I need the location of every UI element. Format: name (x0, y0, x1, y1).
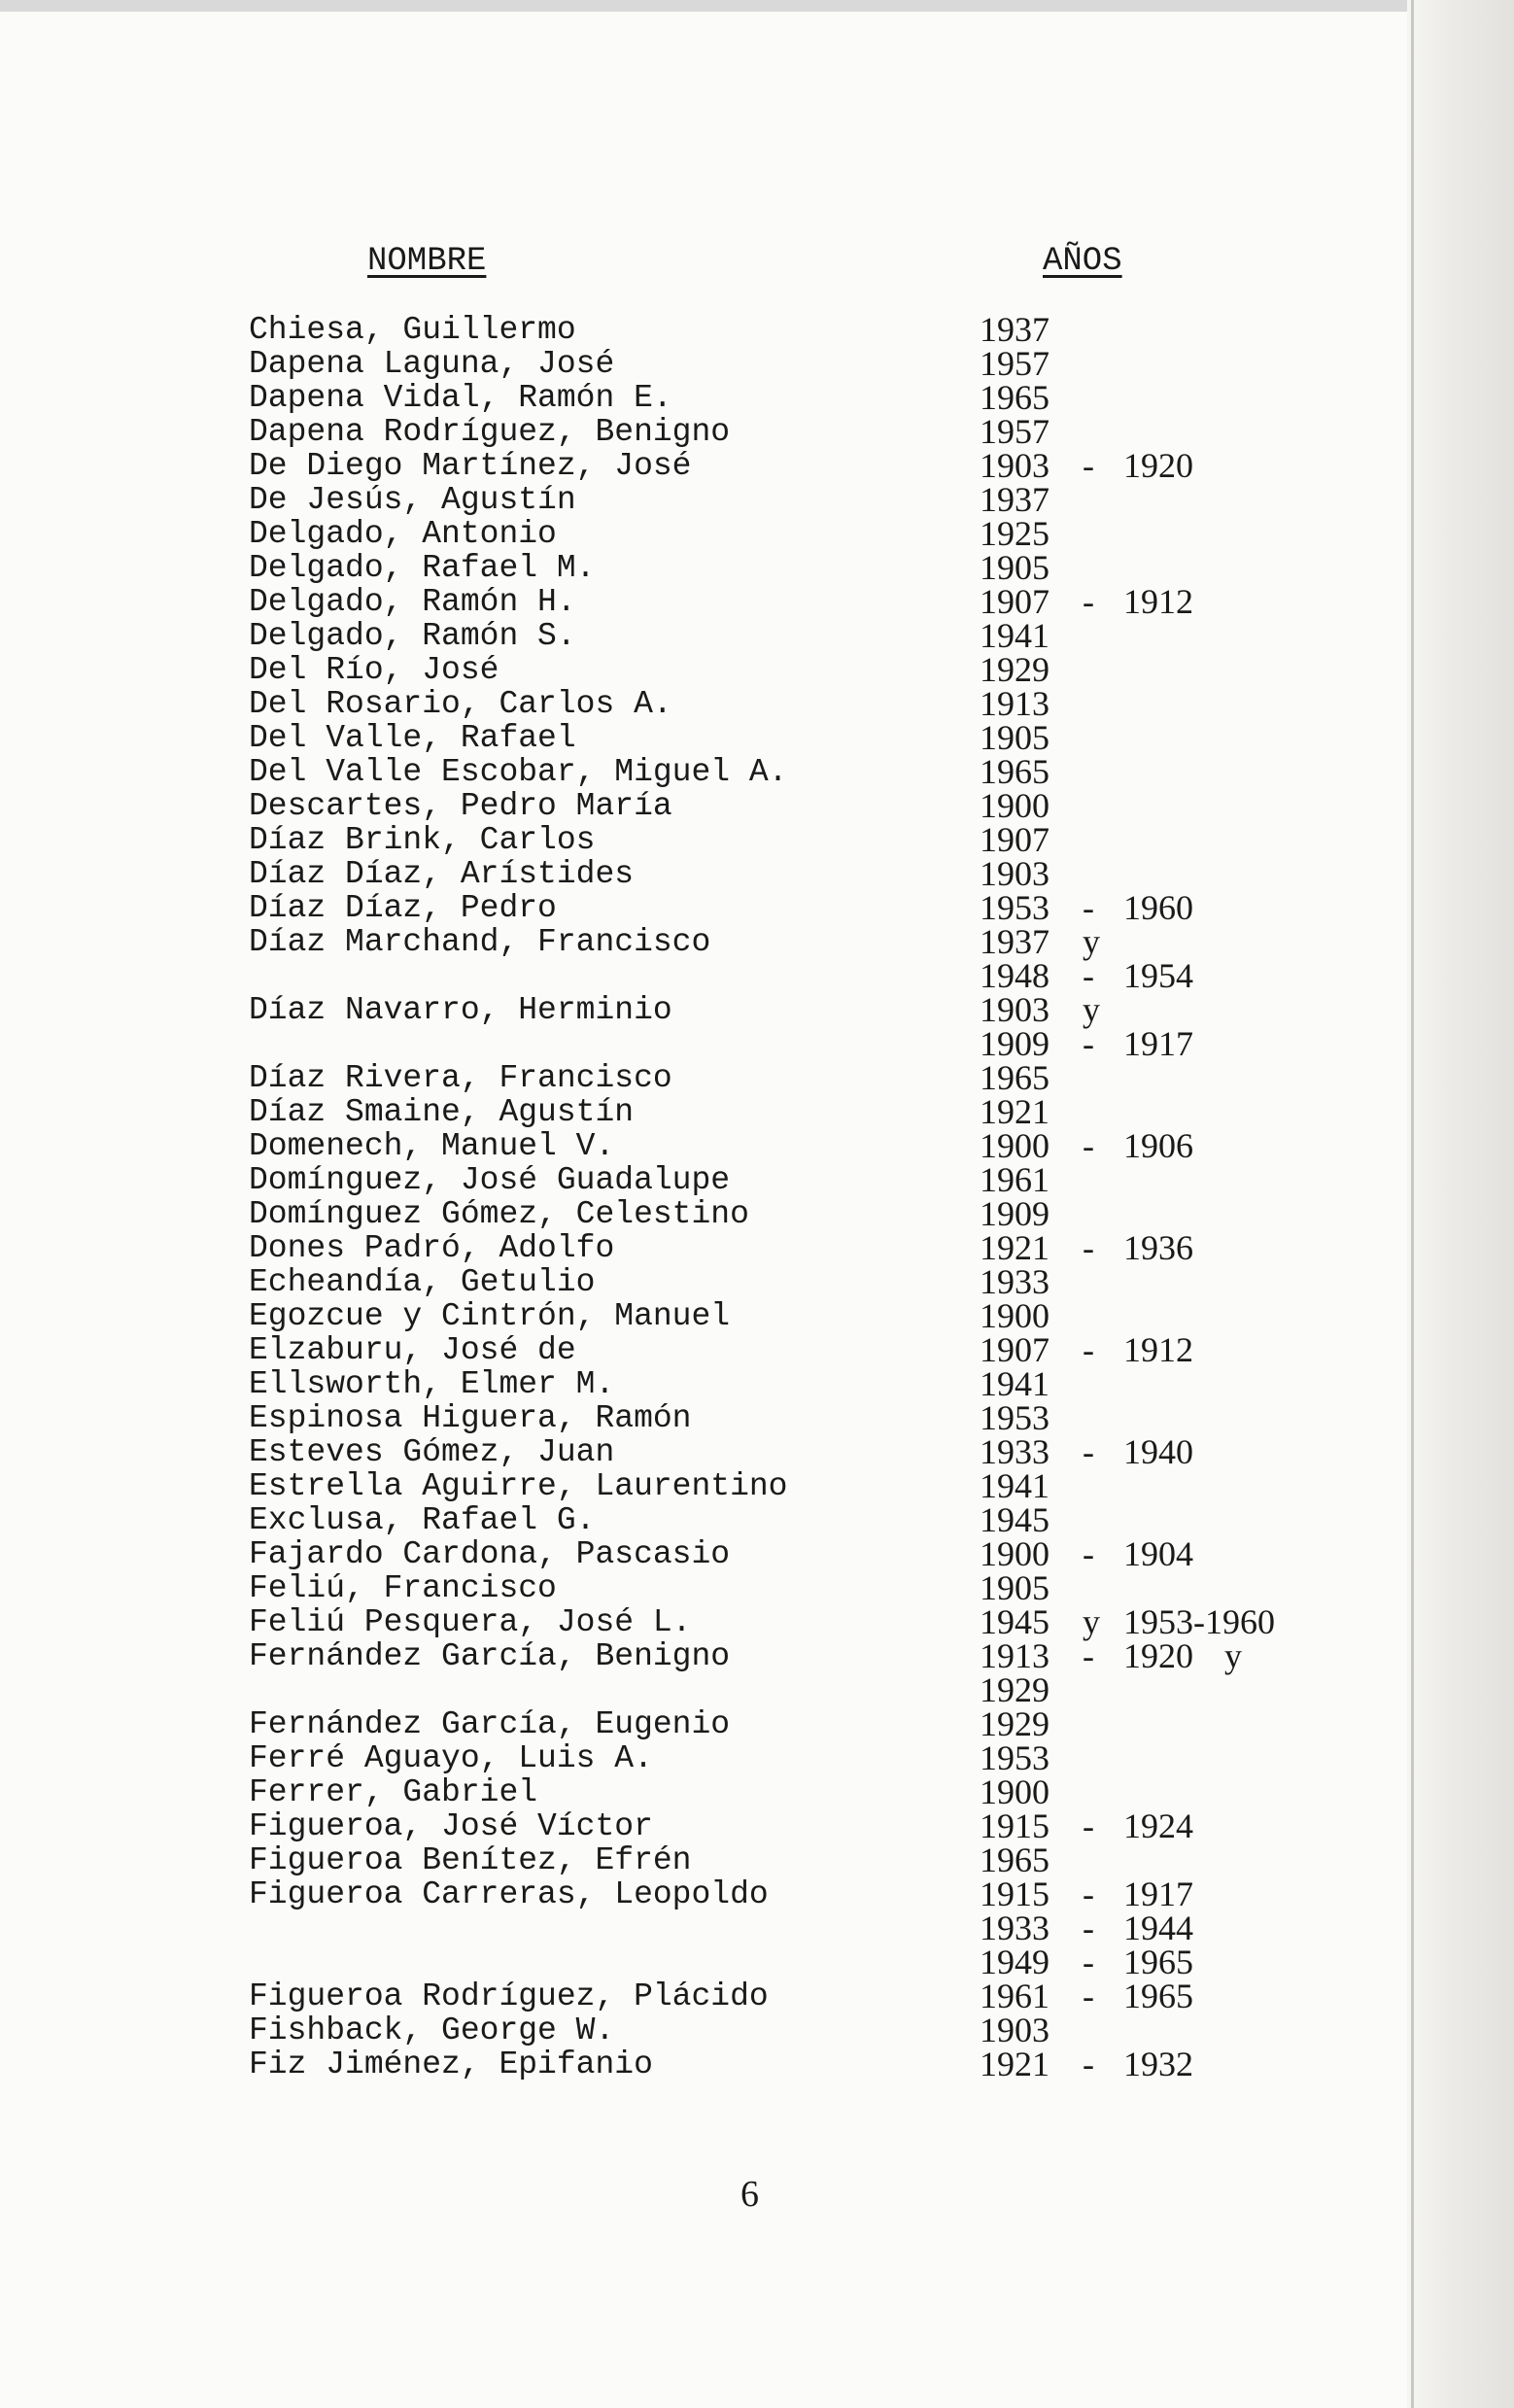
row-name: Dapena Laguna, José (249, 346, 615, 382)
row-name: Exclusa, Rafael G. (249, 1502, 596, 1538)
row-separator: - (1083, 446, 1094, 485)
row-name: De Jesús, Agustín (249, 482, 576, 518)
row-separator: - (1083, 1875, 1094, 1913)
row-year-start: 1929 (980, 650, 1049, 689)
row-year-start: 1961 (980, 1977, 1049, 2015)
row-separator: - (1083, 1943, 1094, 1981)
list-item (0, 1092, 1360, 1131)
list-item (0, 922, 1360, 961)
row-name: Domínguez Gómez, Celestino (249, 1196, 749, 1232)
scan-page-edge (1411, 0, 1414, 2408)
row-name: Delgado, Rafael M. (249, 550, 596, 586)
list-item (0, 446, 1360, 485)
list-item (0, 2047, 1360, 2081)
row-separator: y (1083, 922, 1100, 961)
row-year-start: 1921 (980, 2045, 1049, 2083)
scan-right-shadow (1407, 0, 1514, 2408)
list-item (0, 1877, 1360, 1911)
row-name: Fishback, George W. (249, 2012, 615, 2048)
row-year-start: 1900 (980, 1534, 1049, 1573)
list-item (0, 956, 1360, 995)
row-name: Espinosa Higuera, Ramón (249, 1400, 692, 1436)
list-item (0, 1500, 1360, 1539)
list-item (0, 1704, 1360, 1743)
list-item (0, 548, 1360, 587)
row-year-start: 1907 (980, 582, 1049, 621)
list-item (0, 888, 1360, 927)
list-item (0, 1772, 1360, 1811)
row-year-start: 1965 (980, 378, 1049, 417)
row-name: Fernández García, Benigno (249, 1638, 731, 1674)
page-number: 6 (740, 2174, 759, 2215)
row-year-start: 1945 (980, 1602, 1049, 1641)
row-year-start: 1953 (980, 1398, 1049, 1437)
row-name: Feliú Pesquera, José L. (249, 1604, 692, 1640)
row-separator: - (1083, 1126, 1094, 1165)
list-item (0, 1296, 1360, 1335)
list-item (0, 1738, 1360, 1777)
row-year-end: 1912 (1123, 1330, 1193, 1369)
row-year-end: 1904 (1123, 1534, 1193, 1573)
row-name: Egozcue y Cintrón, Manuel (249, 1298, 731, 1334)
row-year-start: 1957 (980, 344, 1049, 383)
row-name: Esteves Gómez, Juan (249, 1434, 615, 1470)
list-item (0, 616, 1360, 655)
row-separator: y (1083, 990, 1100, 1029)
list-item (0, 310, 1360, 349)
list-item (0, 1228, 1360, 1267)
list-item (0, 412, 1360, 451)
row-year-start: 1937 (980, 922, 1049, 961)
row-name: Del Río, José (249, 652, 499, 688)
row-name: Ellsworth, Elmer M. (249, 1366, 615, 1402)
row-year-end: 1944 (1123, 1909, 1193, 1947)
row-year-start: 1965 (980, 752, 1049, 791)
list-item (0, 378, 1360, 417)
row-year-start: 1933 (980, 1262, 1049, 1301)
row-name: Dapena Rodríguez, Benigno (249, 414, 731, 450)
list-item (0, 1945, 1360, 1979)
row-year-end: 1917 (1123, 1024, 1193, 1063)
row-year-end: 1953-1960 (1123, 1602, 1275, 1641)
row-year-end: 1917 (1123, 1875, 1193, 1913)
row-year-start: 1903 (980, 446, 1049, 485)
row-year-start: 1949 (980, 1943, 1049, 1981)
row-name: Díaz Rivera, Francisco (249, 1060, 672, 1096)
row-year-end: 1936 (1123, 1228, 1193, 1267)
row-name: De Diego Martínez, José (249, 448, 692, 484)
row-year-start: 1921 (980, 1228, 1049, 1267)
row-year-start: 1900 (980, 1772, 1049, 1811)
list-item (0, 1911, 1360, 1945)
row-year-start: 1905 (980, 718, 1049, 757)
row-name: Delgado, Antonio (249, 516, 557, 552)
row-name: Del Valle, Rafael (249, 720, 576, 756)
row-year-start: 1900 (980, 786, 1049, 825)
list-item (0, 1840, 1360, 1879)
row-year-start: 1933 (980, 1909, 1049, 1947)
row-year-start: 1941 (980, 1364, 1049, 1403)
row-year-start: 1921 (980, 1092, 1049, 1131)
row-name: Díaz Díaz, Pedro (249, 890, 557, 926)
row-name: Domenech, Manuel V. (249, 1128, 615, 1164)
row-year-start: 1965 (980, 1058, 1049, 1097)
list-item (0, 752, 1360, 791)
list-item (0, 1979, 1360, 2013)
row-year-start: 1948 (980, 956, 1049, 995)
row-name: Fernández García, Eugenio (249, 1706, 731, 1742)
list-item (0, 1262, 1360, 1301)
row-year-start: 1925 (980, 514, 1049, 553)
row-name: Díaz Díaz, Arístides (249, 856, 635, 892)
list-item (0, 2013, 1360, 2047)
row-year-start: 1907 (980, 1330, 1049, 1369)
row-year-start: 1965 (980, 1840, 1049, 1879)
row-separator: - (1083, 582, 1094, 621)
row-year-start: 1915 (980, 1806, 1049, 1845)
row-name: Díaz Smaine, Agustín (249, 1094, 635, 1130)
row-year-start: 1913 (980, 684, 1049, 723)
list-item (0, 1194, 1360, 1233)
list-item (0, 1398, 1360, 1437)
row-year-start: 1941 (980, 616, 1049, 655)
row-year-end: 1906 (1123, 1126, 1193, 1165)
row-year-start: 1941 (980, 1466, 1049, 1505)
row-name: Fajardo Cardona, Pascasio (249, 1536, 731, 1572)
list-item (0, 990, 1360, 1029)
list-item (0, 480, 1360, 519)
row-year-start: 1900 (980, 1296, 1049, 1335)
row-year-start: 1915 (980, 1875, 1049, 1913)
row-separator: - (1083, 1806, 1094, 1845)
row-year-end: 1920 (1123, 1636, 1193, 1675)
row-name: Figueroa Benítez, Efrén (249, 1842, 692, 1878)
row-separator: - (1083, 1228, 1094, 1267)
row-extra: y (1224, 1636, 1242, 1675)
row-year-end: 1940 (1123, 1432, 1193, 1471)
row-year-start: 1903 (980, 2011, 1049, 2049)
row-separator: - (1083, 1909, 1094, 1947)
row-name: Elzaburu, José de (249, 1332, 576, 1368)
list-item (0, 1636, 1360, 1675)
row-name: Delgado, Ramón H. (249, 584, 576, 620)
list-item (0, 1058, 1360, 1097)
row-separator: - (1083, 1977, 1094, 2015)
row-name: Figueroa Rodríguez, Plácido (249, 1978, 769, 2014)
list-item (0, 1126, 1360, 1165)
row-name: Figueroa Carreras, Leopoldo (249, 1876, 769, 1912)
list-item (0, 1330, 1360, 1369)
row-name: Echeandía, Getulio (249, 1264, 596, 1300)
row-year-end: 1920 (1123, 446, 1193, 485)
row-year-start: 1905 (980, 548, 1049, 587)
list-item (0, 1466, 1360, 1505)
list-item (0, 1602, 1360, 1641)
list-item (0, 718, 1360, 757)
list-item (0, 786, 1360, 825)
row-year-start: 1909 (980, 1024, 1049, 1063)
row-separator: - (1083, 888, 1094, 927)
row-year-start: 1953 (980, 888, 1049, 927)
row-year-end: 1960 (1123, 888, 1193, 927)
row-name: Del Valle Escobar, Miguel A. (249, 754, 788, 790)
row-separator: y (1083, 1602, 1100, 1641)
row-name: Dones Padró, Adolfo (249, 1230, 615, 1266)
list-item (0, 1364, 1360, 1403)
list-item (0, 1670, 1360, 1709)
list-item (0, 582, 1360, 621)
list-item (0, 344, 1360, 383)
row-year-end: 1912 (1123, 582, 1193, 621)
row-name: Del Rosario, Carlos A. (249, 686, 672, 722)
row-year-end: 1954 (1123, 956, 1193, 995)
row-separator: - (1083, 1432, 1094, 1471)
row-name: Ferré Aguayo, Luis A. (249, 1740, 653, 1776)
row-year-start: 1905 (980, 1568, 1049, 1607)
row-year-start: 1929 (980, 1670, 1049, 1709)
row-year-start: 1937 (980, 480, 1049, 519)
row-year-end: 1965 (1123, 1943, 1193, 1981)
row-year-start: 1945 (980, 1500, 1049, 1539)
row-separator: - (1083, 956, 1094, 995)
list-item (0, 820, 1360, 859)
row-name: Figueroa, José Víctor (249, 1808, 653, 1844)
row-year-start: 1900 (980, 1126, 1049, 1165)
row-year-start: 1953 (980, 1738, 1049, 1777)
row-name: Díaz Navarro, Herminio (249, 992, 672, 1028)
row-separator: - (1083, 2045, 1094, 2083)
list-item (0, 1024, 1360, 1063)
row-name: Feliú, Francisco (249, 1570, 557, 1606)
row-year-start: 1933 (980, 1432, 1049, 1471)
row-year-start: 1903 (980, 990, 1049, 1029)
row-name: Chiesa, Guillermo (249, 312, 576, 348)
list-item (0, 684, 1360, 723)
row-year-start: 1909 (980, 1194, 1049, 1233)
header-anos: AÑOS (1043, 243, 1122, 280)
row-year-end: 1924 (1123, 1806, 1193, 1845)
list-item (0, 854, 1360, 893)
row-separator: - (1083, 1330, 1094, 1369)
row-year-start: 1903 (980, 854, 1049, 893)
header-nombre: NOMBRE (367, 243, 487, 280)
list-item (0, 514, 1360, 553)
list-item (0, 1432, 1360, 1471)
list-item (0, 1806, 1360, 1845)
list-item (0, 650, 1360, 689)
row-name: Díaz Brink, Carlos (249, 822, 596, 858)
row-separator: - (1083, 1534, 1094, 1573)
row-name: Descartes, Pedro María (249, 788, 672, 824)
row-name: Estrella Aguirre, Laurentino (249, 1468, 788, 1504)
row-year-start: 1961 (980, 1160, 1049, 1199)
row-year-end: 1965 (1123, 1977, 1193, 2015)
list-item (0, 1160, 1360, 1199)
row-name: Delgado, Ramón S. (249, 618, 576, 654)
row-name: Dapena Vidal, Ramón E. (249, 380, 672, 416)
row-name: Fiz Jiménez, Epifanio (249, 2047, 653, 2082)
row-year-start: 1913 (980, 1636, 1049, 1675)
row-year-end: 1932 (1123, 2045, 1193, 2083)
scan-top-edge (0, 0, 1514, 12)
list-item (0, 1568, 1360, 1607)
row-separator: - (1083, 1024, 1094, 1063)
row-year-start: 1907 (980, 820, 1049, 859)
row-name: Ferrer, Gabriel (249, 1774, 538, 1810)
row-year-start: 1929 (980, 1704, 1049, 1743)
row-separator: - (1083, 1636, 1094, 1675)
row-year-start: 1957 (980, 412, 1049, 451)
list-item (0, 1534, 1360, 1573)
row-name: Díaz Marchand, Francisco (249, 924, 711, 960)
row-year-start: 1937 (980, 310, 1049, 349)
row-name: Domínguez, José Guadalupe (249, 1162, 731, 1198)
